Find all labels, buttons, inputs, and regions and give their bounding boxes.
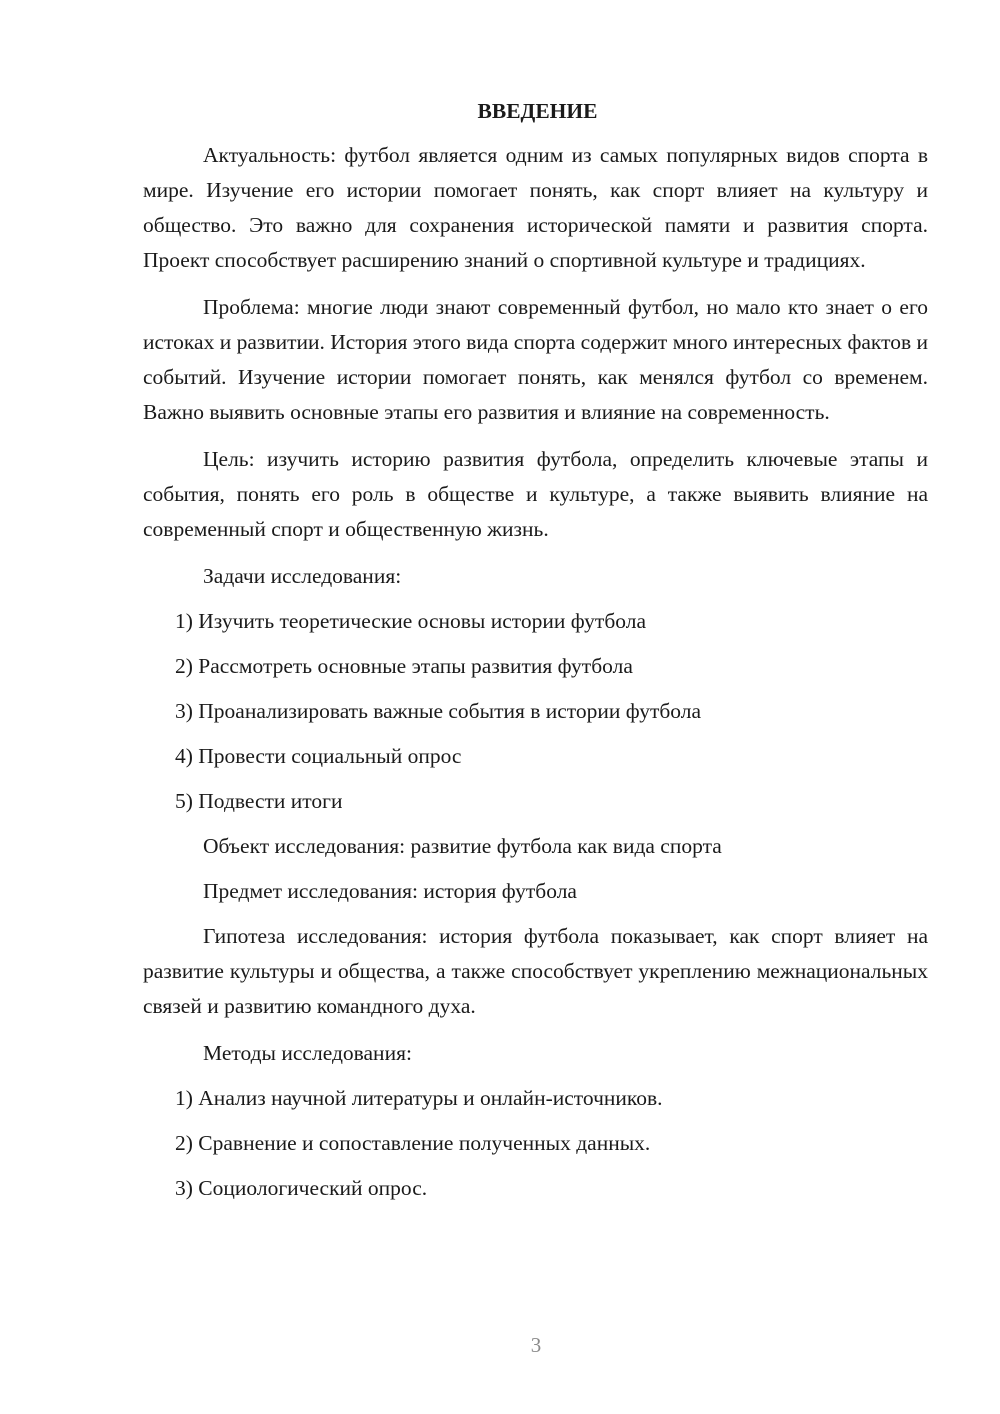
task-item: 4) Провести социальный опрос — [175, 744, 462, 768]
task-item: 2) Рассмотреть основные этапы развития футбола — [175, 654, 633, 678]
tasks-heading: Задачи исследования: — [203, 564, 402, 588]
goal-paragraph: Цель: изучить историю развития футбола, определить ключевые этапы и события, понять его роль в обществе и культуре, а также выявить влияние на современный спорт и общественную жизнь. — [143, 447, 928, 541]
method-item: 1) Анализ научной литературы и онлайн-источников. — [175, 1086, 663, 1110]
document-body — [143, 96, 928, 1216]
relevance-paragraph: Актуальность: футбол является одним из самых популярных видов спорта в мире. Изучение его истории помогает понять, как спорт влияет на культуру и общество. Это важно для сохранения исторической памяти и развития спорта. Проект способствует расширению знаний о спортивной культуре и традициях. — [143, 143, 928, 272]
page-title: ВВЕДЕНИЕ — [477, 99, 598, 123]
task-item: 3) Проанализировать важные события в истории футбола — [175, 699, 702, 723]
page-number: 3 — [530, 1333, 542, 1357]
task-item: 5) Подвести итоги — [175, 789, 343, 813]
methods-heading: Методы исследования: — [203, 1041, 412, 1065]
method-item: 2) Сравнение и сопоставление полученных данных. — [175, 1131, 651, 1155]
research-object: Объект исследования: развитие футбола как вида спорта — [203, 834, 722, 858]
research-subject: Предмет исследования: история футбола — [203, 879, 577, 903]
hypothesis-paragraph: Гипотеза исследования: история футбола показывает, как спорт влияет на развитие культуры и общества, а также способствует укреплению межнациональных связей и развитию командного духа. — [143, 924, 928, 1018]
method-item: 3) Социологический опрос. — [175, 1176, 428, 1200]
task-item: 1) Изучить теоретические основы истории футбола — [175, 609, 647, 633]
problem-paragraph: Проблема: многие люди знают современный футбол, но мало кто знает о его истоках и развитии. История этого вида спорта содержит много интересных фактов и событий. Изучение истории помогает понять, как менялся футбол со временем. Важно выявить основные этапы его развития и влияние на современность. — [143, 295, 928, 424]
